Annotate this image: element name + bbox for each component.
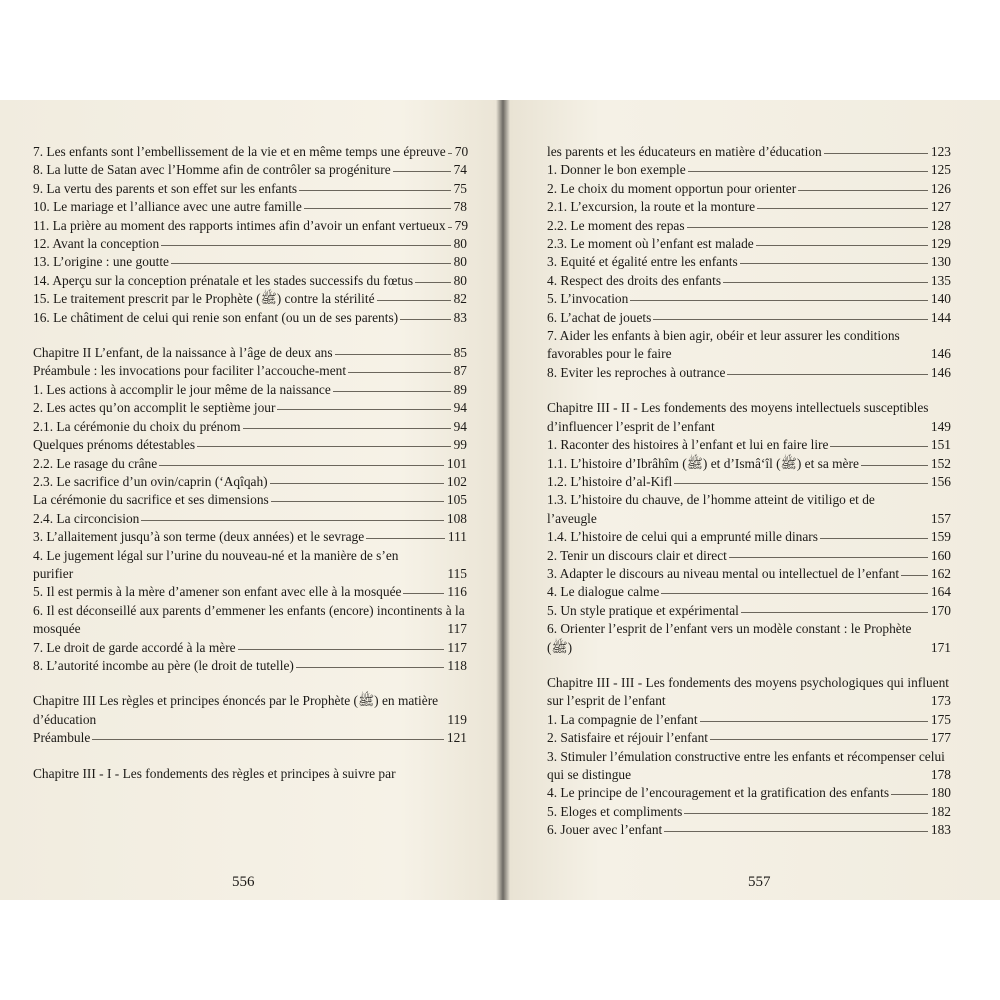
toc-entry-page: 102 [446, 473, 467, 489]
leader-line [296, 667, 445, 668]
leader-line [393, 171, 451, 172]
table-of-contents-right [547, 143, 951, 840]
leader-line [270, 483, 444, 484]
leader-line [448, 227, 452, 228]
toc-entry-title: Chapitre III - II - Les fondements des moyens intellectuels susceptibles d’influencer l’esprit de l’enfant [547, 400, 929, 434]
leader-line [238, 649, 445, 650]
toc-entry-page: 140 [930, 291, 951, 307]
leader-line [741, 612, 928, 613]
leader-line [700, 721, 928, 722]
toc-entry [33, 765, 467, 783]
toc-entry [547, 161, 951, 179]
toc-entry [547, 821, 951, 839]
toc-entry [33, 161, 467, 179]
toc-entry-page: 180 [930, 785, 951, 801]
toc-entry [33, 602, 467, 639]
toc-entry-page: 144 [930, 309, 951, 325]
toc-entry [33, 510, 467, 528]
toc-entry-page: 151 [930, 437, 951, 453]
toc-entry-page: 159 [930, 529, 951, 545]
toc-entry-page: 80 [453, 272, 467, 288]
leader-line [727, 374, 927, 375]
leader-line [729, 557, 928, 558]
toc-entry [33, 455, 467, 473]
toc-entry-title: 12. Avant la conception [33, 236, 160, 252]
toc-entry-page: 94 [453, 400, 467, 416]
toc-entry-page: 117 [447, 639, 467, 655]
leader-line [271, 501, 444, 502]
toc-entry-page: 79 [454, 217, 469, 233]
toc-entry-page: 157 [930, 510, 951, 526]
toc-entry-title: 4. Le principe de l’encouragement et la gratification des enfants [547, 785, 890, 801]
toc-entry-title: Préambule : les invocations pour faciliter l’accouche-ment [33, 363, 347, 379]
leader-line [901, 575, 928, 576]
toc-entry [33, 528, 467, 546]
toc-entry-title: 1. Donner le bon exemple [547, 162, 686, 178]
toc-entry-page: 118 [447, 657, 467, 673]
toc-entry-title: 6. Jouer avec l’enfant [547, 822, 663, 838]
leader-line [348, 372, 451, 373]
toc-entry [547, 399, 951, 436]
toc-entry [547, 528, 951, 546]
toc-entry-title: 6. L’achat de jouets [547, 309, 652, 325]
toc-entry [33, 309, 467, 327]
toc-entry [547, 565, 951, 583]
leader-line [333, 391, 451, 392]
toc-entry [33, 143, 467, 161]
toc-entry-title: 5. L’invocation [547, 291, 629, 307]
toc-entry [547, 547, 951, 565]
toc-entry-title: 2.1. L’excursion, la route et la monture [547, 199, 756, 215]
toc-entry [33, 235, 467, 253]
toc-entry-title: Préambule [33, 730, 91, 746]
leader-line [891, 794, 928, 795]
leader-line [299, 190, 450, 191]
toc-entry-title: 2.3. Le sacrifice d’un ovin/caprin (‘Aqîqah) [33, 473, 268, 489]
toc-entry-page: 128 [930, 217, 951, 233]
toc-entry [547, 290, 951, 308]
leader-line [159, 465, 444, 466]
toc-entry-title: 16. Le châtiment de celui qui renie son enfant (ou un de ses parents) [33, 309, 399, 325]
toc-entry-title: 3. Stimuler l’émulation constructive entre les enfants et récompenser celui qui se distingue [547, 748, 945, 782]
toc-entry-page: 70 [454, 144, 469, 159]
leader-line [653, 319, 928, 320]
leader-line [161, 245, 450, 246]
toc-entry-page: 123 [930, 144, 951, 159]
toc-entry-title: 6. Orienter l’esprit de l’enfant vers un modèle constant : le Prophète (ﷺ) [547, 621, 912, 655]
toc-entry-title: 2.1. La cérémonie du choix du prénom [33, 418, 241, 434]
toc-entry-title: 13. L’origine : une goutte [33, 254, 169, 270]
toc-entry-title: 8. L’autorité incombe au père (le droit de tutelle) [33, 657, 294, 673]
toc-entry [547, 602, 951, 620]
leader-line [415, 282, 451, 283]
toc-entry [33, 180, 467, 198]
toc-entry [33, 381, 467, 399]
toc-entry-title: 5. Un style pratique et expérimental [547, 602, 739, 618]
leader-line [740, 263, 928, 264]
toc-entry [33, 583, 467, 601]
toc-entry-page: 125 [930, 162, 951, 178]
toc-entry [547, 217, 951, 235]
toc-entry-title: 8. Eviter les reproches à outrance [547, 364, 726, 380]
toc-entry [33, 729, 467, 747]
toc-entry-page: 101 [446, 455, 467, 471]
leader-line [448, 153, 452, 154]
leader-line [757, 208, 928, 209]
table-of-contents-left [33, 143, 467, 783]
page-number-right: 557 [748, 874, 771, 890]
leader-line [243, 428, 451, 429]
toc-entry [33, 491, 467, 509]
toc-entry-title: 2. Tenir un discours clair et direct [547, 547, 727, 563]
toc-entry [547, 235, 951, 253]
toc-entry-page: 152 [930, 455, 951, 471]
toc-entry-page: 116 [447, 584, 467, 600]
leader-line [861, 465, 928, 466]
leader-line [171, 263, 451, 264]
toc-entry-title: 2.2. Le rasage du crâne [33, 455, 158, 471]
toc-entry-title: 2.3. Le moment où l’enfant est malade [547, 236, 754, 252]
leader-line [798, 190, 928, 191]
right-page [511, 100, 1000, 900]
toc-entry-page: 171 [930, 639, 951, 655]
leader-line [684, 813, 928, 814]
toc-entry [547, 674, 951, 711]
toc-entry-page: 83 [453, 309, 467, 325]
leader-line [710, 739, 928, 740]
toc-entry-title: 2.2. Le moment des repas [547, 217, 685, 233]
toc-entry-title: 4. Le dialogue calme [547, 584, 660, 600]
toc-entry-page: 121 [446, 730, 467, 746]
toc-entry-page: 170 [930, 602, 951, 618]
toc-entry-page: 80 [453, 236, 467, 252]
toc-entry-title: 2. Satisfaire et réjouir l’enfant [547, 730, 708, 746]
toc-entry-page: 183 [930, 822, 951, 838]
leader-line [674, 483, 928, 484]
toc-entry-page: 175 [930, 711, 951, 727]
leader-line [630, 300, 928, 301]
toc-entry-page: 115 [447, 565, 467, 581]
toc-entry [547, 491, 951, 528]
toc-entry-page: 74 [453, 162, 467, 178]
toc-entry-page: 89 [453, 381, 467, 397]
toc-entry [33, 399, 467, 417]
toc-entry-title: 5. Il est permis à la mère d’amener son enfant avec elle à la mosquée [33, 584, 402, 600]
toc-entry-page: 162 [930, 565, 951, 581]
toc-entry-title: 3. Equité et égalité entre les enfants [547, 254, 738, 270]
toc-entry [33, 547, 467, 584]
leader-line [197, 446, 450, 447]
leader-line [277, 409, 450, 410]
toc-entry-page: 119 [447, 711, 467, 727]
left-page [0, 100, 503, 900]
page-number-left: 556 [232, 874, 255, 890]
toc-entry-title: 2. Les actes qu’on accomplit le septième jour [33, 400, 276, 416]
toc-entry [547, 180, 951, 198]
toc-entry-page: 160 [930, 547, 951, 563]
toc-entry-title: 9. La vertu des parents et son effet sur les enfants [33, 180, 298, 196]
toc-entry-title: 8. La lutte de Satan avec l’Homme afin de contrôler sa progéniture [33, 162, 391, 178]
toc-entry [33, 217, 467, 235]
toc-entry-title: 1.1. L’histoire d’Ibrâhîm (ﷺ) et d’Ismâ‘îl (ﷺ) et sa mère [547, 455, 859, 471]
toc-entry [547, 711, 951, 729]
toc-entry [33, 418, 467, 436]
toc-entry [33, 436, 467, 454]
toc-entry-title: La cérémonie du sacrifice et ses dimensions [33, 492, 269, 508]
toc-entry-page: 149 [930, 418, 951, 434]
toc-entry-title: 10. Le mariage et l’alliance avec une autre famille [33, 199, 302, 215]
toc-entry [33, 639, 467, 657]
toc-entry [547, 455, 951, 473]
toc-entry [547, 748, 951, 785]
toc-entry-page: 146 [930, 364, 951, 380]
leader-line [830, 446, 927, 447]
leader-line [366, 538, 445, 539]
leader-line [661, 593, 928, 594]
leader-line [820, 538, 928, 539]
toc-entry-title: 2. Le choix du moment opportun pour orienter [547, 180, 797, 196]
toc-entry-page: 146 [930, 346, 951, 362]
leader-line [335, 354, 451, 355]
toc-entry-page: 85 [453, 345, 467, 361]
toc-entry [547, 364, 951, 382]
toc-entry-title: 1.2. L’histoire d’al-Kifl [547, 473, 673, 489]
toc-entry [547, 272, 951, 290]
toc-entry-title: 14. Aperçu sur la conception prénatale et les stades successifs du fœtus [33, 272, 414, 288]
toc-entry-title: 1. Raconter des histoires à l’enfant et lui en faire lire [547, 437, 829, 453]
toc-entry-page: 82 [453, 291, 467, 307]
toc-entry [547, 143, 951, 161]
leader-line [687, 227, 928, 228]
toc-entry-title: les parents et les éducateurs en matière d’éducation [547, 144, 822, 159]
toc-entry [33, 198, 467, 216]
toc-entry-page: 75 [453, 180, 467, 196]
toc-entry [547, 327, 951, 364]
toc-entry-page: 105 [446, 492, 467, 508]
toc-entry-page: 78 [453, 199, 467, 215]
toc-entry [547, 803, 951, 821]
toc-entry-page: 127 [930, 199, 951, 215]
toc-entry-page: 94 [453, 418, 467, 434]
toc-entry-page: 182 [930, 803, 951, 819]
toc-entry-title: Chapitre III - III - Les fondements des moyens psychologiques qui influent sur l’esprit de l’enfant [547, 674, 949, 709]
toc-entry [547, 583, 951, 601]
leader-line [92, 739, 444, 740]
toc-entry-title: 6. Il est déconseillé aux parents d’emmener les enfants (encore) incontinents à la mosquée [33, 602, 465, 637]
toc-entry-title: Chapitre II L’enfant, de la naissance à l’âge de deux ans [33, 345, 333, 361]
toc-entry-title: 3. L’allaitement jusqu’à son terme (deux années) et le sevrage [33, 529, 365, 545]
toc-entry-title: Chapitre III Les règles et principes énoncés par le Prophète (ﷺ) en matière d’éducation [33, 693, 439, 727]
toc-entry-page: 164 [930, 584, 951, 600]
toc-entry-title: 7. Le droit de garde accordé à la mère [33, 639, 236, 655]
toc-entry [547, 473, 951, 491]
toc-entry-title: 11. La prière au moment des rapports intimes afin d’avoir un enfant vertueux [33, 217, 446, 233]
toc-entry [33, 362, 467, 380]
toc-entry-page: 129 [930, 236, 951, 252]
toc-entry [33, 473, 467, 491]
book-spread [0, 100, 1000, 900]
toc-entry [547, 198, 951, 216]
toc-entry-page: 117 [447, 621, 467, 637]
toc-entry [547, 253, 951, 271]
toc-entry-page: 111 [447, 529, 467, 545]
toc-entry-title: Chapitre III - I - Les fondements des règles et principes à suivre par [33, 765, 396, 781]
leader-line [824, 153, 928, 154]
toc-entry-title: 2.4. La circoncision [33, 510, 140, 526]
toc-entry-title: 7. Les enfants sont l’embellissement de la vie et en même temps une épreuve [33, 144, 446, 159]
toc-entry-page: 177 [930, 730, 951, 746]
leader-line [377, 300, 451, 301]
toc-entry [33, 290, 467, 308]
toc-entry-title: 15. Le traitement prescrit par le Prophète (ﷺ) contre la stérilité [33, 291, 375, 307]
leader-line [141, 520, 444, 521]
toc-entry-page: 130 [930, 254, 951, 270]
leader-line [723, 282, 928, 283]
toc-entry [33, 657, 467, 675]
toc-entry-title: 1. La compagnie de l’enfant [547, 711, 698, 727]
toc-entry-page: 108 [446, 510, 467, 526]
toc-entry [33, 272, 467, 290]
toc-entry-page: 80 [453, 254, 467, 270]
toc-entry [547, 784, 951, 802]
leader-line [304, 208, 451, 209]
toc-entry [33, 344, 467, 362]
toc-entry-page: 173 [930, 693, 951, 709]
toc-entry-title: 5. Eloges et compliments [547, 803, 683, 819]
leader-line [403, 593, 444, 594]
toc-entry-title: 1. Les actions à accomplir le jour même de la naissance [33, 381, 331, 397]
toc-entry [547, 620, 951, 657]
toc-entry-page: 126 [930, 180, 951, 196]
toc-entry-title: 1.3. L’histoire du chauve, de l’homme atteint de vitiligo et de l’aveugle [547, 492, 875, 526]
toc-entry [547, 309, 951, 327]
toc-entry-page: 135 [930, 272, 951, 288]
toc-entry-title: 3. Adapter le discours au niveau mental ou intellectuel de l’enfant [547, 565, 900, 581]
toc-entry [547, 436, 951, 454]
toc-entry-title: 7. Aider les enfants à bien agir, obéir et leur assurer les conditions favorables pour le faire [547, 328, 900, 362]
toc-entry-page: 178 [930, 767, 951, 782]
toc-entry-title: 1.4. L’histoire de celui qui a emprunté mille dinars [547, 529, 818, 545]
toc-entry-page: 87 [453, 363, 467, 379]
leader-line [756, 245, 928, 246]
toc-entry-page: 99 [453, 437, 467, 453]
toc-entry [33, 253, 467, 271]
toc-entry-title: 4. Le jugement légal sur l’urine du nouveau-né et la manière de s’en purifier [33, 547, 399, 581]
toc-entry-title: 4. Respect des droits des enfants [547, 272, 722, 288]
leader-line [400, 319, 450, 320]
leader-line [688, 171, 928, 172]
toc-entry [33, 692, 467, 729]
leader-line [664, 831, 928, 832]
toc-entry [547, 729, 951, 747]
toc-entry-title: Quelques prénoms détestables [33, 437, 196, 453]
toc-entry-page: 156 [930, 473, 951, 489]
